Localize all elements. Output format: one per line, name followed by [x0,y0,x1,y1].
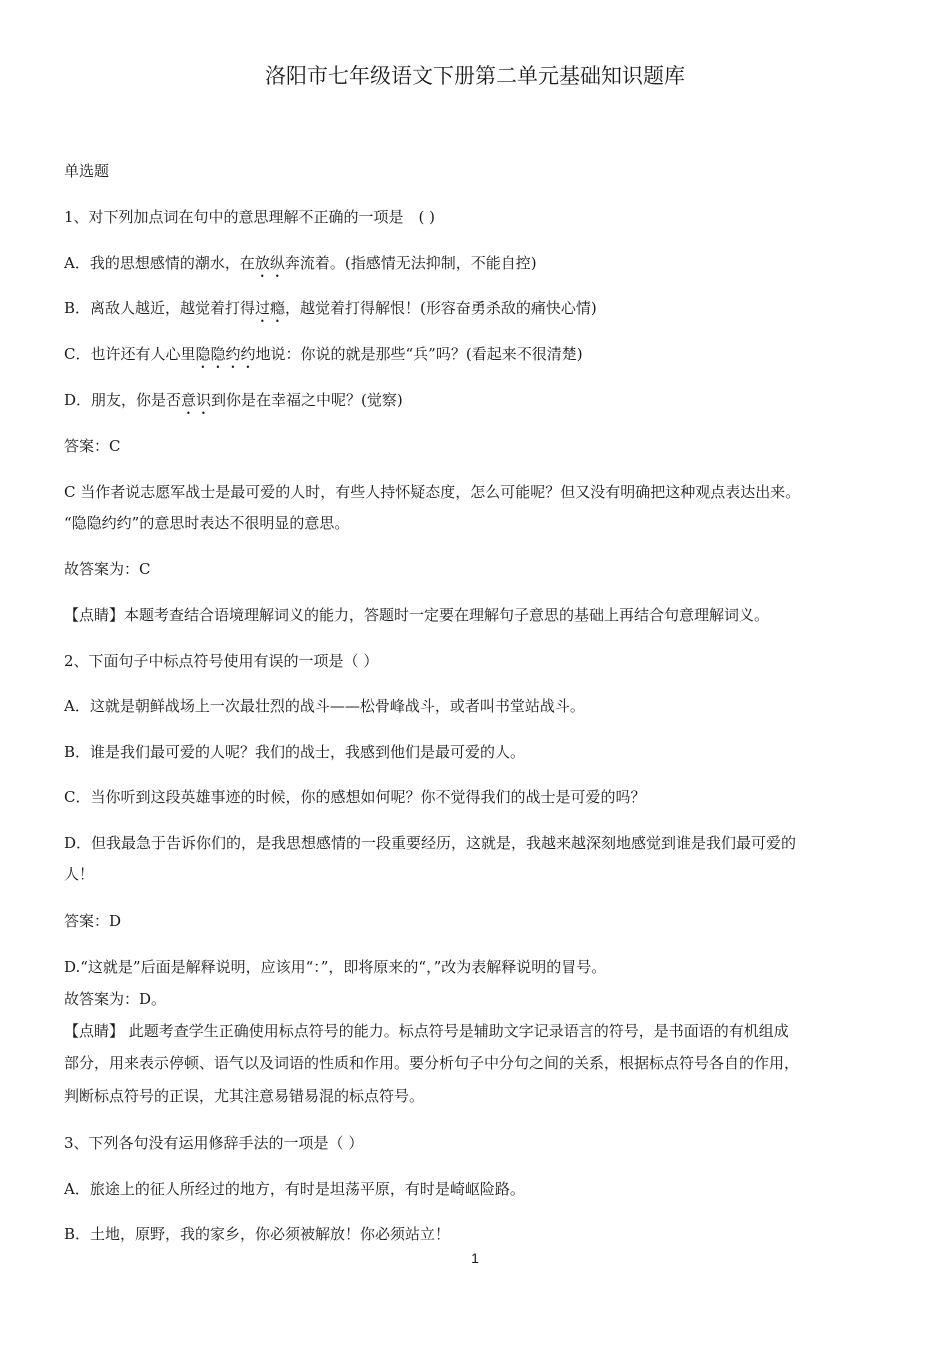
q2-stem: 2、下面句子中标点符号使用有误的一项是（ ） [64,652,379,670]
q2-answer: 答案：D [64,912,122,930]
q1-option-c [64,343,583,372]
q3-stem: 3、下列各句没有运用修辞手法的一项是（ ） [64,1134,364,1152]
q2-option-d-line-2: 人！ [64,865,95,883]
q1-option-d [64,389,403,418]
q1-c-suffix: 地说：你说的就是那些“兵”吗？(看起来不很清楚) [255,345,583,363]
q1-c-dotted-word: 隐隐约约 [195,345,256,363]
q1-d-suffix: 到你是在幸福之中呢？(觉察) [211,391,403,409]
q1-stem: 1、对下列加点词在句中的意思理解不正确的一项是 ( ) [64,208,436,226]
q1-b-prefix: B．离敌人越近，越觉着打得 [64,299,256,317]
q1-c-prefix: C．也许还有人心里 [64,345,196,363]
q1-b-suffix: ，越觉着打得解恨！(形容奋勇杀敌的痛快心情) [285,299,597,317]
q1-d-dotted-word: 意识 [181,391,212,409]
q2-note-line-3: 判断标点符号的正误，尤其注意易错易混的标点符号。 [64,1087,425,1105]
q1-final-answer: 故答案为：C [64,560,151,578]
document-title: 洛阳市七年级语文下册第二单元基础知识题库 [265,64,685,88]
q1-a-prefix: A．我的思想感情的潮水，在 [64,254,255,272]
q1-d-prefix: D．朋友，你是否 [64,391,182,409]
q1-a-dotted-word: 放纵 [254,254,285,272]
q2-final-answer: 故答案为：D。 [64,990,167,1008]
q1-explanation-line-1: C 当作者说志愿军战士是最可爱的人时，有些人持怀疑态度，怎么可能呢？但又没有明确把这种观点表达出来。 [64,483,801,501]
q1-option-a [64,252,537,281]
q1-explanation-line-2: “隐隐约约”的意思时表达不很明显的意思。 [64,514,350,532]
q2-option-c: C．当你听到这段英雄事迹的时候，你的感想如何呢？你不觉得我们的战士是可爱的吗？ [64,788,646,806]
q2-option-d-line-1: D．但我最急于告诉你们的，是我思想感情的一段重要经历，这就是，我越来越深刻地感觉到谁是我们最可爱的 [64,834,797,852]
q1-b-dotted-word: 过瘾 [255,299,286,317]
q2-option-a: A．这就是朝鲜战场上一次最壮烈的战斗——松骨峰战斗，或者叫书堂站战斗。 [64,697,585,715]
q1-note: 【点睛】本题考查结合语境理解词义的能力，答题时一定要在理解句子意思的基础上再结合句意理解词义。 [64,606,770,624]
q3-option-a: A．旅途上的征人所经过的地方，有时是坦荡平原，有时是崎岖险路。 [64,1180,525,1198]
q2-option-b: B．谁是我们最可爱的人呢？我们的战士，我感到他们是最可爱的人。 [64,743,526,761]
q1-a-suffix: 奔流着。(指感情无法抑制，不能自控) [284,254,537,272]
q3-option-b: B．土地，原野，我的家乡，你必须被解放！你必须站立！ [64,1225,451,1243]
q2-note-line-2: 部分，用来表示停顿、语气以及词语的性质和作用。要分析句子中分句之间的关系，根据标点符号各自的作用， [64,1054,800,1072]
q1-option-b [64,297,597,326]
q2-note-line-1: 【点睛】 此题考查学生正确使用标点符号的能力。标点符号是辅助文字记录语言的符号，是书面语的有机组成 [64,1022,789,1040]
q1-answer: 答案：C [64,437,121,455]
page-number: 1 [471,1250,479,1266]
q2-explanation: D.“这就是”后面是解释说明，应该用“：”，即将原来的“，”改为表解释说明的冒号。 [64,958,607,976]
section-heading: 单选题 [64,162,110,180]
